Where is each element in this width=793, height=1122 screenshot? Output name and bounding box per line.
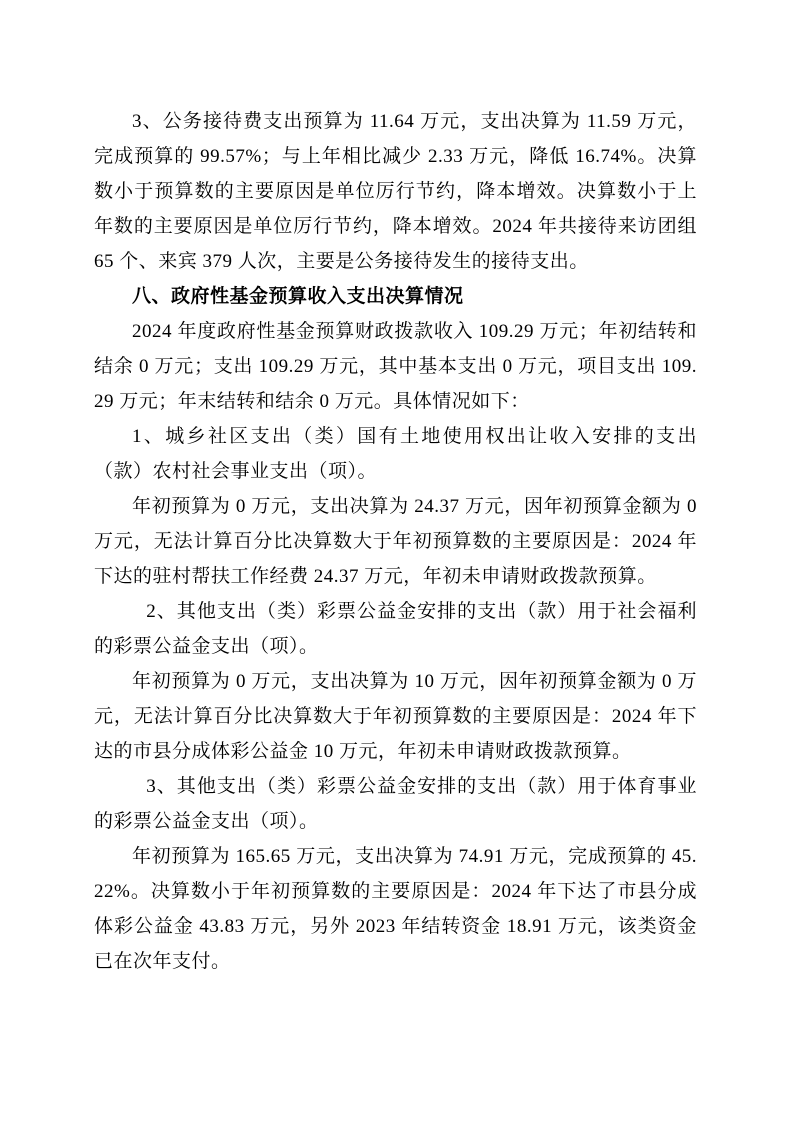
paragraph-fund-overview: 2024 年度政府性基金预算财政拨款收入 109.29 万元；年初结转和结余 0 万元；支出 109.29 万元，其中基本支出 0 万元，项目支出 109.29 万元；年末结转和结余 0 万元。具体情况如下： xyxy=(94,321,697,412)
document-page xyxy=(94,104,697,979)
paragraph-reception-expense: 3、公务接待费支出预算为 11.64 万元，支出决算为 11.59 万元，完成预算的 99.57%；与上年相比减少 2.33 万元，降低 16.74%。决算数小于预算数的主要原因是单位厉行节约，降本增效。决算数小于上年数的主要原因是单位厉行节约，降本增效。2024 年共接待来访团组 65 个、来宾 379 人次，主要是公务接待发生的接待支出。 xyxy=(94,111,697,272)
paragraph-item3-detail: 年初预算为 165.65 万元，支出决算为 74.91 万元，完成预算的 45.22%。决算数小于年初预算数的主要原因是：2024 年下达了市县分成体彩公益金 43.83 万元，另外 2023 年结转资金 18.91 万元，该类资金已在次年支付。 xyxy=(94,846,697,972)
paragraph-item1-detail: 年初预算为 0 万元，支出决算为 24.37 万元，因年初预算金额为 0 万元，无法计算百分比决算数大于年初预算数的主要原因是：2024 年下达的驻村帮扶工作经费 24.37 万元，年初未申请财政拨款预算。 xyxy=(94,496,697,587)
paragraph-item3-title: 3、其他支出（类）彩票公益金安排的支出（款）用于体育事业的彩票公益金支出（项）。 xyxy=(94,776,697,832)
paragraph-item2-title: 2、其他支出（类）彩票公益金安排的支出（款）用于社会福利的彩票公益金支出（项）。 xyxy=(94,601,697,657)
section-heading-government-fund: 八、政府性基金预算收入支出决算情况 xyxy=(132,286,464,307)
paragraph-item1-title: 1、城乡社区支出（类）国有土地使用权出让收入安排的支出（款）农村社会事业支出（项）。 xyxy=(94,426,697,482)
paragraph-item2-detail: 年初预算为 0 万元，支出决算为 10 万元，因年初预算金额为 0 万元，无法计算百分比决算数大于年初预算数的主要原因是：2024 年下达的市县分成体彩公益金 10 万元，年初未申请财政拨款预算。 xyxy=(94,671,697,762)
